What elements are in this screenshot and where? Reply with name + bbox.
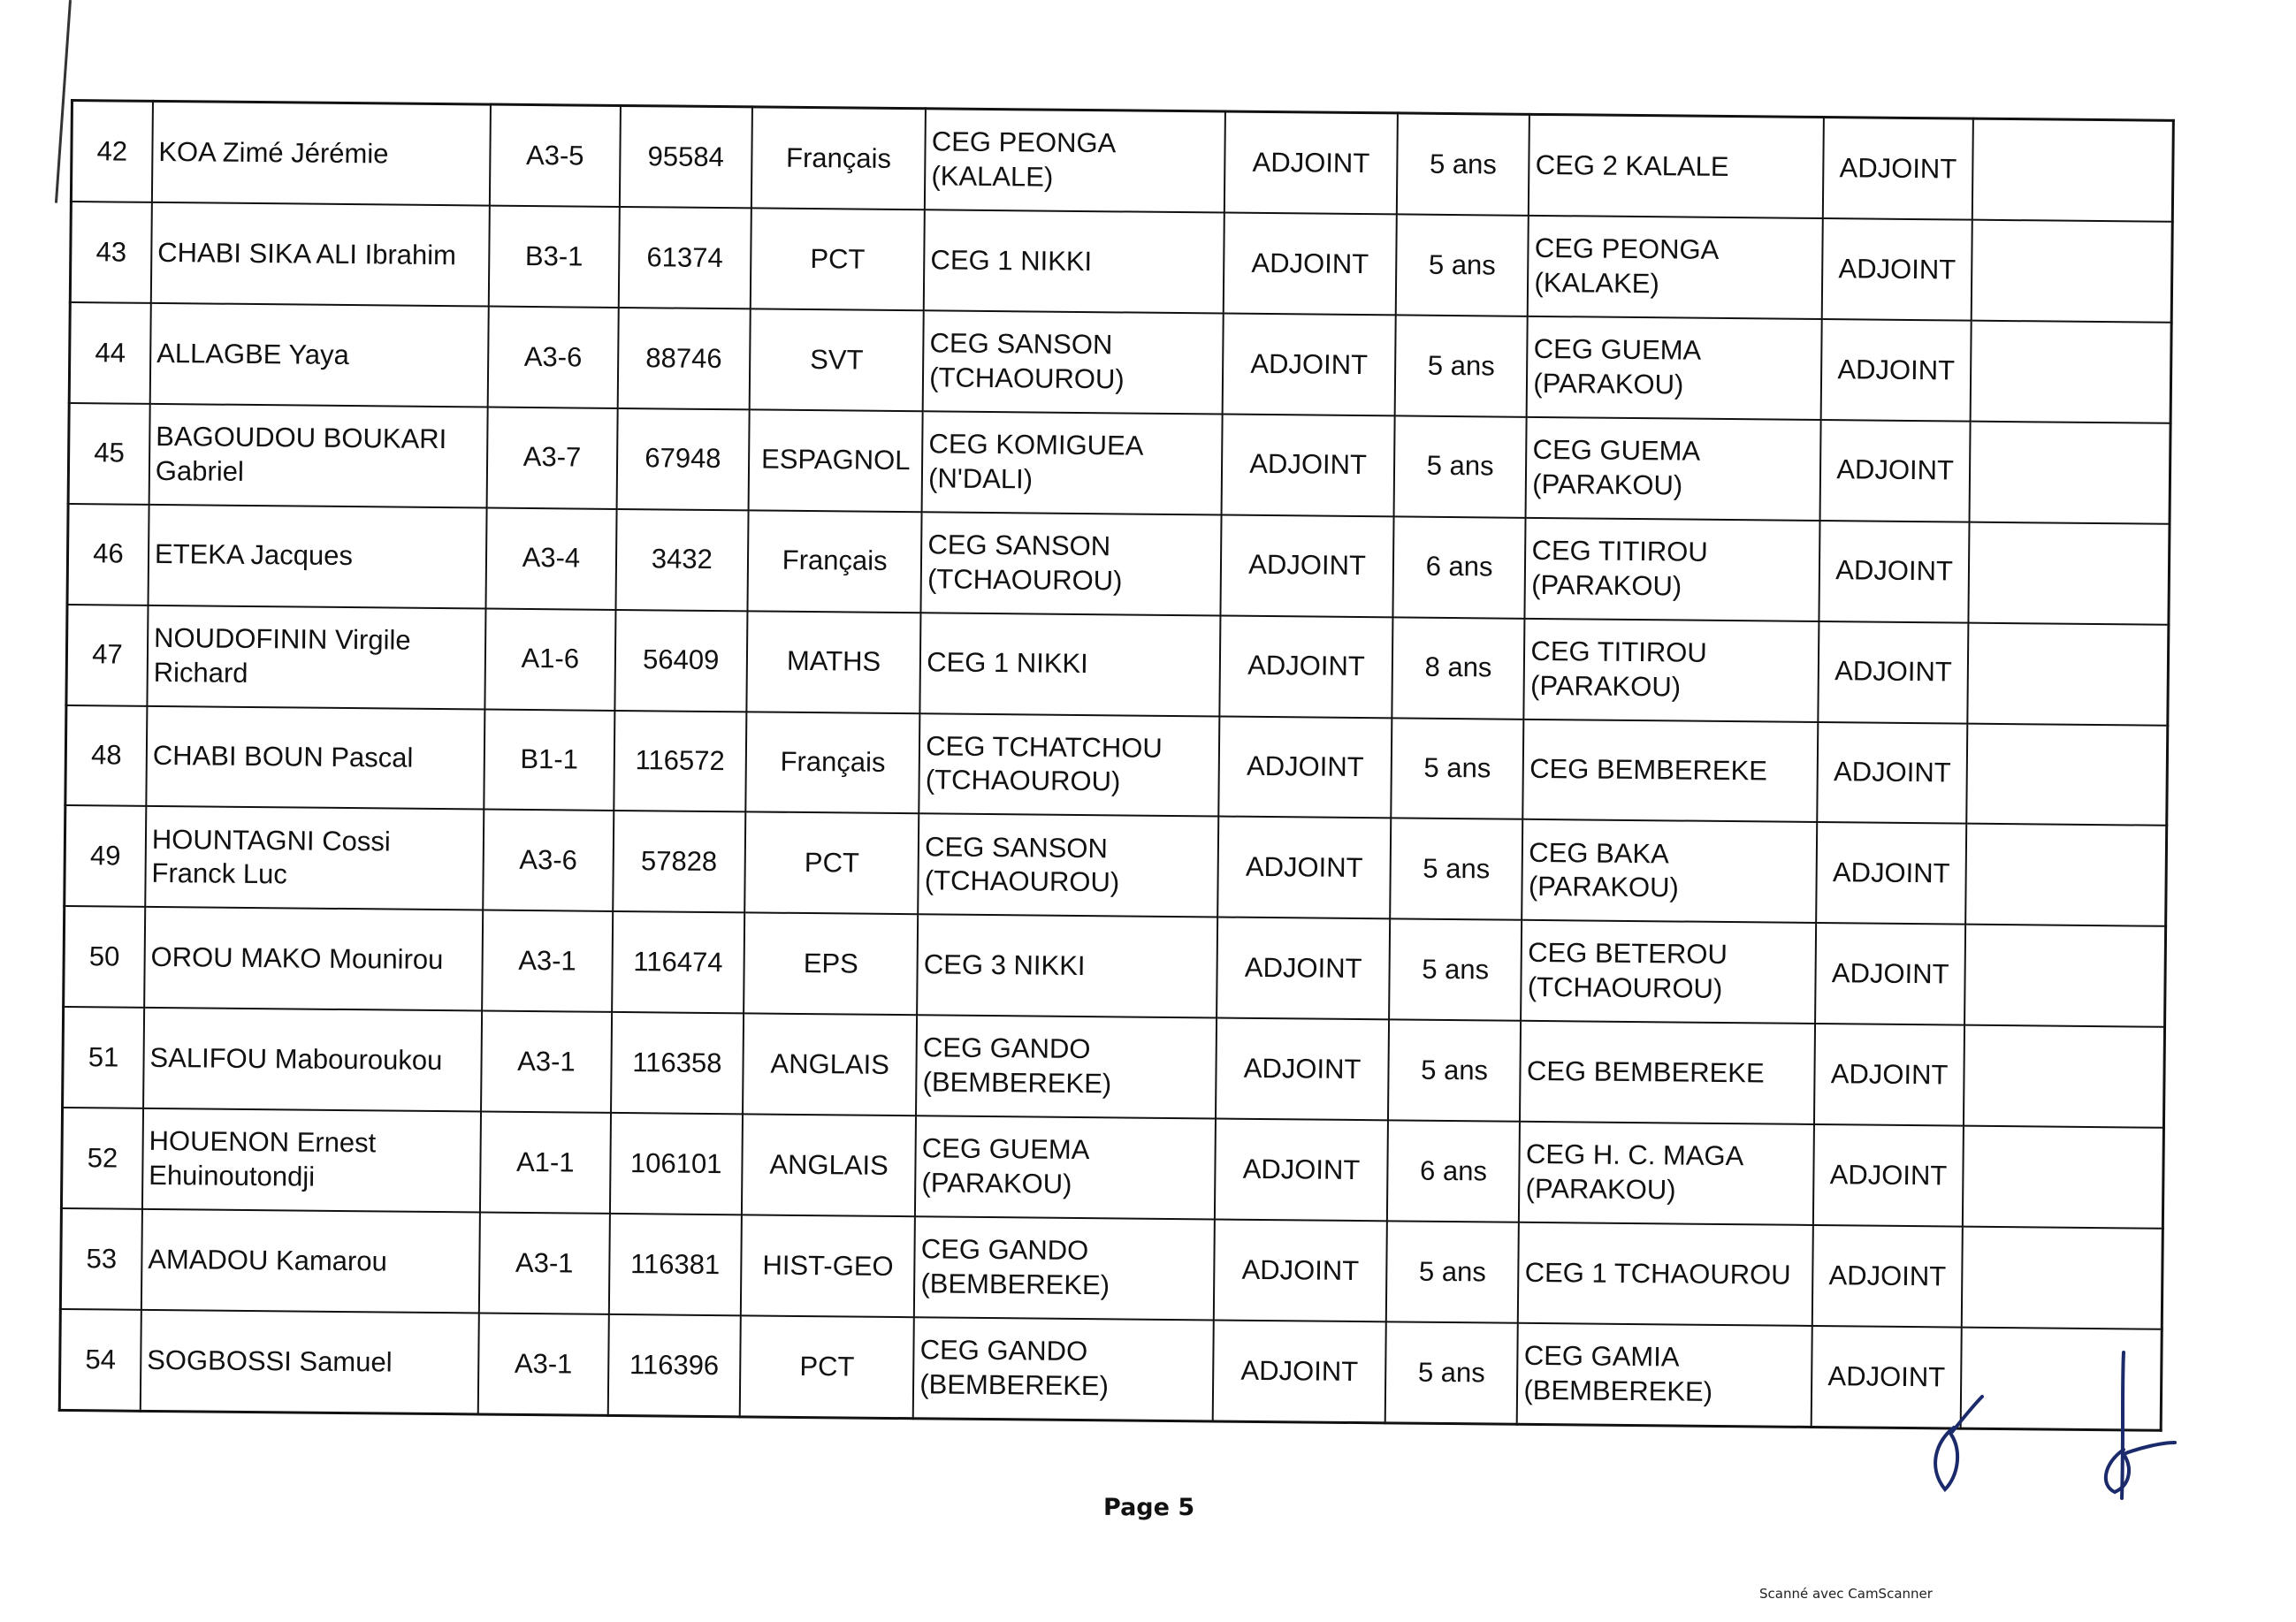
observation-cell	[1968, 622, 2169, 725]
row-number: 47	[66, 605, 149, 706]
grade-code: B3-1	[489, 206, 619, 308]
matricule-number: 116381	[608, 1214, 742, 1315]
origin-school: CEG PEONGA (KALALE)	[925, 109, 1225, 213]
table-row	[64, 906, 2166, 1027]
staff-name: SOGBOSSI Samuel	[141, 1310, 479, 1414]
new-post: ADJOINT	[1819, 420, 1971, 522]
matricule-number: 61374	[618, 207, 751, 308]
current-function: ADJOINT	[1218, 817, 1392, 919]
seniority: 5 ans	[1394, 315, 1528, 416]
destination-school: CEG BAKA (PARAKOU)	[1522, 819, 1818, 923]
destination-school: CEG BEMBEREKE	[1520, 1021, 1815, 1124]
staff-name: KOA Zimé Jérémie	[152, 101, 491, 205]
table-row	[65, 805, 2167, 926]
origin-school: CEG 1 NIKKI	[920, 613, 1221, 716]
grade-code: A3-7	[487, 407, 617, 508]
table-row	[71, 101, 2173, 222]
observation-cell	[1964, 1025, 2164, 1128]
new-post: ADJOINT	[1815, 923, 1966, 1025]
observation-cell	[1970, 421, 2170, 523]
destination-school: CEG BEMBEREKE	[1523, 719, 1819, 822]
page-number: Page 5	[1103, 1494, 1195, 1521]
current-function: ADJOINT	[1224, 213, 1397, 316]
row-number: 43	[70, 202, 152, 303]
observation-cell	[1969, 522, 2170, 624]
row-number: 46	[67, 504, 149, 605]
observation-cell	[1967, 723, 2168, 826]
grade-code: A3-1	[482, 910, 612, 1012]
grade-code: A3-1	[479, 1212, 609, 1314]
seniority: 5 ans	[1391, 718, 1524, 819]
grade-code: A3-1	[481, 1011, 611, 1113]
origin-school: CEG GANDO (BEMBEREKE)	[916, 1015, 1217, 1118]
observation-cell	[1964, 925, 2165, 1027]
matricule-number: 116474	[612, 911, 745, 1013]
grade-code: B1-1	[484, 709, 614, 811]
staff-name: ETEKA Jacques	[148, 505, 486, 609]
origin-school: CEG 1 NIKKI	[924, 209, 1224, 313]
discipline: EPS	[744, 913, 918, 1016]
destination-school: CEG H. C. MAGA (PARAKOU)	[1519, 1122, 1814, 1225]
observation-cell	[1971, 321, 2171, 423]
scan-edge-mark	[55, 0, 72, 203]
staff-name: CHABI BOUN Pascal	[146, 705, 484, 810]
discipline: MATHS	[746, 611, 920, 713]
seniority: 6 ans	[1387, 1120, 1521, 1222]
staff-name: AMADOU Kamarou	[141, 1209, 480, 1314]
current-function: ADJOINT	[1222, 414, 1395, 516]
grade-code: A3-1	[478, 1313, 608, 1415]
staff-name: NOUDOFININ Virgile Richard	[147, 605, 485, 709]
current-function: ADJOINT	[1213, 1320, 1386, 1423]
current-function: ADJOINT	[1223, 313, 1396, 415]
staff-name: HOUNTAGNI Cossi Franck Luc	[145, 806, 484, 910]
discipline: ESPAGNOL	[749, 409, 923, 512]
observation-cell	[1972, 118, 2173, 222]
destination-school: CEG GUEMA (PARAKOU)	[1526, 417, 1821, 521]
current-function: ADJOINT	[1219, 716, 1392, 819]
handwritten-signatures	[1918, 1344, 2184, 1503]
new-post: ADJOINT	[1814, 1024, 1965, 1126]
scan-credit: Scanné avec CamScanner	[1759, 1586, 1933, 1602]
discipline: ANGLAIS	[742, 1114, 916, 1216]
seniority: 5 ans	[1384, 1321, 1518, 1424]
row-number: 49	[65, 805, 147, 907]
seniority: 8 ans	[1392, 617, 1525, 719]
table-row	[65, 704, 2168, 826]
discipline: SVT	[750, 308, 924, 411]
table-row	[66, 605, 2169, 726]
destination-school: CEG TITIROU (PARAKOU)	[1524, 618, 1819, 721]
matricule-number: 116572	[614, 710, 747, 811]
staff-name: HOUENON Ernest Ehuinoutondji	[142, 1108, 481, 1213]
row-number: 42	[71, 101, 153, 202]
origin-school: CEG SANSON (TCHAOUROU)	[923, 310, 1224, 414]
destination-school: CEG PEONGA (KALAKE)	[1528, 216, 1823, 319]
matricule-number: 116396	[607, 1314, 741, 1417]
seniority: 5 ans	[1388, 1020, 1522, 1122]
destination-school: CEG GUEMA (PARAKOU)	[1527, 316, 1822, 420]
observation-cell	[1963, 1126, 2163, 1229]
staff-name: CHABI SIKA ALI Ibrahim	[151, 202, 490, 307]
matricule-number: 116358	[611, 1012, 744, 1114]
row-number: 45	[68, 403, 150, 505]
row-number: 53	[60, 1208, 142, 1310]
seniority: 5 ans	[1386, 1221, 1520, 1322]
origin-school: CEG SANSON (TCHAOUROU)	[918, 814, 1218, 918]
new-post: ADJOINT	[1822, 218, 1973, 321]
matricule-number: 106101	[609, 1113, 743, 1215]
origin-school: CEG SANSON (TCHAOUROU)	[921, 512, 1222, 615]
destination-school: CEG BETEROU (TCHAOUROU)	[1521, 920, 1816, 1024]
staff-name: ALLAGBE Yaya	[150, 303, 489, 407]
current-function: ADJOINT	[1221, 514, 1394, 617]
row-number: 54	[59, 1309, 141, 1412]
row-number: 44	[69, 302, 151, 404]
matricule-number: 3432	[615, 509, 749, 611]
table-row	[67, 504, 2170, 625]
discipline: HIST-GEO	[741, 1215, 915, 1317]
table-row	[63, 1007, 2165, 1128]
seniority: 6 ans	[1392, 516, 1526, 618]
origin-school: CEG TCHATCHOU (TCHAOUROU)	[919, 713, 1220, 817]
new-post: ADJOINT	[1811, 1326, 1962, 1428]
new-post: ADJOINT	[1823, 118, 1974, 220]
grade-code: A3-5	[490, 104, 620, 207]
staff-name: SALIFOU Mabouroukou	[143, 1008, 482, 1112]
observation-cell	[1962, 1227, 2163, 1329]
new-post: ADJOINT	[1812, 1225, 1964, 1328]
matricule-number: 56409	[614, 610, 748, 712]
destination-school: CEG 1 TCHAOUROU	[1518, 1222, 1813, 1326]
new-post: ADJOINT	[1813, 1124, 1964, 1227]
current-function: ADJOINT	[1216, 1018, 1389, 1121]
assignment-table	[58, 99, 2175, 1432]
new-post: ADJOINT	[1817, 722, 1968, 825]
seniority: 5 ans	[1389, 919, 1522, 1021]
origin-school: CEG GUEMA (PARAKOU)	[915, 1116, 1216, 1219]
table-row	[68, 403, 2170, 524]
current-function: ADJOINT	[1220, 615, 1393, 718]
current-function: ADJOINT	[1214, 1219, 1387, 1321]
grade-code: A3-4	[486, 507, 616, 609]
current-function: ADJOINT	[1217, 918, 1390, 1020]
seniority: 5 ans	[1396, 214, 1529, 316]
table-body	[59, 101, 2173, 1431]
destination-school: CEG TITIROU (PARAKOU)	[1525, 518, 1820, 621]
row-number: 50	[64, 906, 146, 1008]
row-number: 48	[65, 704, 148, 806]
new-post: ADJOINT	[1818, 621, 1969, 724]
matricule-number: 95584	[619, 105, 752, 208]
grade-code: A1-6	[485, 608, 615, 710]
table-row	[60, 1208, 2163, 1329]
staff-name: BAGOUDOU BOUKARI Gabriel	[149, 404, 488, 508]
row-number: 51	[63, 1007, 145, 1108]
origin-school: CEG GANDO (BEMBEREKE)	[914, 1216, 1215, 1320]
origin-school: CEG GANDO (BEMBEREKE)	[913, 1317, 1214, 1421]
matricule-number: 88746	[617, 308, 751, 409]
grade-code: A3-6	[483, 810, 613, 911]
new-post: ADJOINT	[1816, 822, 1967, 925]
current-function: ADJOINT	[1224, 111, 1398, 214]
assignment-table-wrapper	[58, 99, 2175, 1432]
table-row	[69, 302, 2171, 423]
matricule-number: 57828	[613, 811, 746, 912]
discipline: Français	[751, 107, 926, 209]
row-number: 52	[61, 1108, 143, 1209]
observation-cell	[1966, 824, 2167, 926]
origin-school: CEG 3 NIKKI	[917, 915, 1217, 1018]
observation-cell	[1972, 220, 2172, 323]
seniority: 5 ans	[1397, 113, 1530, 216]
grade-code: A3-6	[488, 307, 618, 408]
destination-school: CEG 2 KALALE	[1529, 114, 1824, 218]
table-row	[70, 202, 2172, 323]
staff-name: OROU MAKO Mounirou	[144, 907, 483, 1011]
seniority: 5 ans	[1393, 415, 1527, 517]
matricule-number: 67948	[616, 408, 750, 510]
current-function: ADJOINT	[1215, 1119, 1388, 1222]
origin-school: CEG KOMIGUEA (N'DALI)	[922, 411, 1223, 514]
discipline: PCT	[740, 1315, 914, 1419]
table-row	[61, 1108, 2163, 1229]
new-post: ADJOINT	[1819, 521, 1970, 623]
discipline: Français	[748, 510, 922, 613]
table-row	[59, 1309, 2162, 1430]
signature-marks	[1918, 1344, 2184, 1503]
discipline: PCT	[751, 208, 925, 310]
discipline: PCT	[744, 812, 919, 915]
discipline: Français	[745, 712, 919, 814]
new-post: ADJOINT	[1820, 319, 1972, 422]
discipline: ANGLAIS	[743, 1014, 917, 1116]
destination-school: CEG GAMIA (BEMBEREKE)	[1517, 1323, 1812, 1428]
grade-code: A1-1	[480, 1112, 610, 1214]
seniority: 5 ans	[1390, 819, 1523, 920]
